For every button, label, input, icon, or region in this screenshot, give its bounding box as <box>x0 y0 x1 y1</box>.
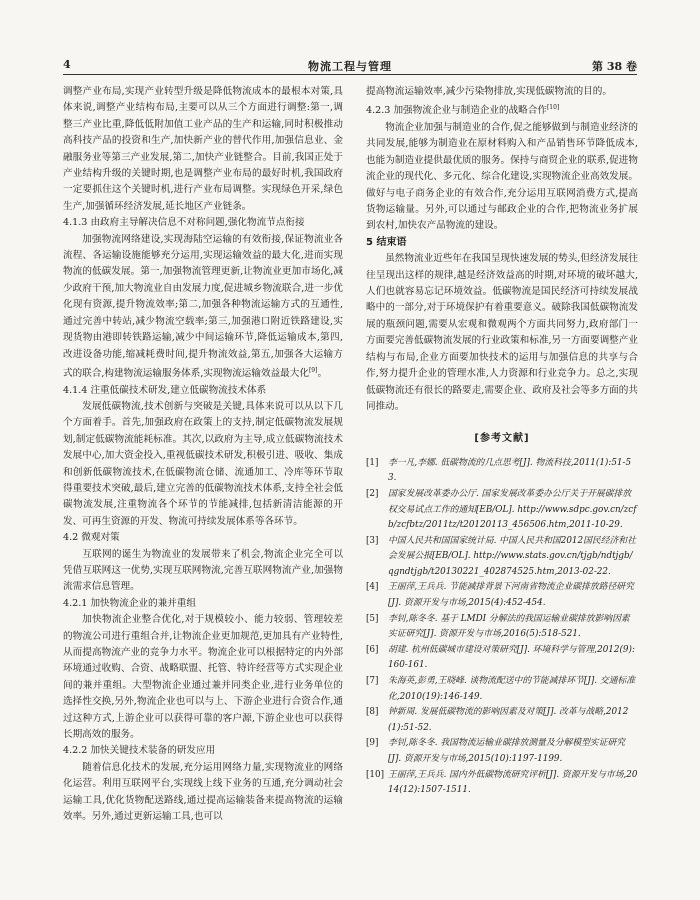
paragraph: 虽然物流业近些年在我国呈现快速发展的势头,但经济发展往往呈现出这样的规律,越是经济效益高的时期,对环境的破坏越大,人们也就容易忘记环境效益。低碳物流是国民经济可持续发展战略中的一部分,对于环境保护有着重要意义。破除我国低碳物流发展的瓶颈问题,需要从宏观和微观两个方面共同努力,政府部门一方面要完善低碳物流发展的行业政策和标准,另一方面要调整产业结构与布局,企业方面要加快技术的运用与加强信息的共享与合作,努力提升企业的管理水准,人力资源和行业竞争力。总之,实现低碳物流还有很长的路要走,需要企业、政府及社会等多方面的共同推动。 <box>366 253 638 412</box>
reference-item <box>366 768 638 799</box>
paragraph: 加快物流企业整合优化,对于规模较小、能力较弱、管理较差的物流公司进行重组合并,让物流企业更加规范,更加具有产业特性,从而提高物流产业的竞争力水平。物流企业可以根据特定的内外部环境通过收购、合资、战略联盟、托管、特许经营等方式实现企业间的兼并重组。大型物流企业通过兼并同类企业,进行业务单位的选择性交换,另外,物流企业也可以与上、下游企业进行合资合作,通过这种方式,上游企业可以获得可靠的客户源,下游企业也可以获得长期高效的服务。 <box>63 614 343 741</box>
reference-text: 李钊,陈冬冬. 我国物流运输业碳排放测量及分解模型实证研究[J]. 资源开发与市场,2015(10):1197-1199. <box>388 738 626 764</box>
reference-number: [4] <box>366 582 379 593</box>
section-heading-5: 5 结束语 <box>366 236 407 248</box>
reference-number: [7] <box>366 676 379 687</box>
paragraph: 发展低碳物流,技术创新与突破是关键,具体来说可以从以下几个方面着手。首先,加强政府在政策上的支持,制定低碳物流发展规划,制定低碳物流能耗标准。其次,以政府为主导,成立低碳物流技术发展中心,加大资金投入,重视低碳技术研发,积极引进、吸收、集成和创新低碳物流技术,在低碳物流仓储、流通加工、冷库等环节取得重要技术突破,最后,建立完善的低碳物流技术体系,支持全社会低碳物流发展,注重物流各个环节的节能减排,包括新清洁能源的开发、可再生资源的开发、物流可持续发展体系等各环节。 <box>63 400 343 527</box>
reference-item <box>366 456 638 487</box>
paragraph-text: 加强物流网络建设,实现海陆空运输的有效衔接,保证物流业各流程、各运输设施能够充分运用,实现运输效益的最大化,进而实现物流的低碳发展。第一,加强物流管理更新,让物流业更加市场化,减少政府干预,加大物流业自由发展力度,促进城乡物流联合,进一步优化现有资源,提升物流效率;第二,加强各种物流运输方式的互通性,通过完善中转站,减少物流空载率;第三,加强港口附近铁路建设,实现货物由港即转铁路运输,减少中间运输环节,降低运输成本,第四,改进设备功能,缩减耗费时间,提升物流效益,第五,加强各大运输方式的联合,构建物流运输服务体系,实现物流运输效益最大化 <box>63 233 343 380</box>
reference-item <box>366 643 638 674</box>
reference-item <box>366 736 638 767</box>
page-number: 4 <box>63 58 71 71</box>
section-heading-4-1-3: 4.1.3 由政府主导解决信息不对称问题,强化物流节点衔接 <box>63 217 305 229</box>
reference-number: [1] <box>366 457 379 468</box>
reference-text: 国家发展改革委办公厅. 国家发展改革委办公厅关于开展碳排放权交易试点工作的通知[EB/OL]. http://www.sdpc.gov.cn/zcfb/zcfbtz/2011tz/t20120113_456506.htm,2011-10-29. <box>388 488 637 531</box>
reference-number: [2] <box>366 488 379 499</box>
citation: [9] <box>308 366 318 374</box>
section-heading-4-2-3 <box>366 100 638 120</box>
reference-item <box>366 534 638 581</box>
reference-text: 中国人民共和国国家统计局. 中国人民共和国2012国民经济和社会发展公报[EB/OL]. http://www.stats.gov.cn/tjgb/ndtjgb/qgndtjgb/t20130221_402874525.htm,2013-02-22. <box>388 535 636 577</box>
paragraph: 物流企业加强与制造业的合作,促之能够做到与制造业经济的共同发展,能够为制造业在原材料购入和产品销售环节降低成本,也能为制造业提供最优质的服务。保持与商贸企业的联系,促进物流企业的现代化、多元化、综合化建设,实现物流企业高效发展。做好与电子商务企业的有效合作,充分运用互联网消费方式,提高货物运输量。另外,可以通过与邮政企业的合作,把物流业务扩展到农村,加快农产品物流的建设。 <box>366 122 638 232</box>
running-header <box>63 58 637 75</box>
reference-number: [8] <box>366 707 379 718</box>
paragraph-end: 。 <box>317 368 328 380</box>
reference-item <box>366 705 638 736</box>
reference-number: [9] <box>366 738 379 749</box>
section-heading-4-2-1: 4.2.1 加快物流企业的兼并重组 <box>63 597 196 609</box>
citation: [10] <box>546 104 560 112</box>
journal-title: 物流工程与管理 <box>308 60 392 73</box>
reference-text: 王丽萍,王兵兵. 国内外低碳物流研究评析[J]. 资源开发与市场,2014(12):1507-1511. <box>388 769 638 796</box>
heading-text: 4.2.3 加强物流企业与制造企业的战略合作 <box>366 105 547 117</box>
section-heading-4-2-2: 4.2.2 加快关键技术装备的研发应用 <box>63 745 216 757</box>
reference-text: 王丽萍,王兵兵. 节能减排背景下河南省物流企业碳排放路径研究[J]. 资源开发与市场,2015(4):452-454. <box>388 582 634 609</box>
reference-item <box>366 580 638 611</box>
paragraph <box>63 232 343 383</box>
volume-label: 第 38 卷 <box>592 60 637 73</box>
reference-number: [5] <box>366 613 379 624</box>
reference-number: [3] <box>366 535 379 546</box>
right-column <box>366 84 638 799</box>
reference-text: 钟新周. 发展低碳物流的影响因素及对策[J]. 改革与战略,2012(1):51-52. <box>388 707 629 733</box>
reference-number: [6] <box>366 644 379 655</box>
section-heading-4-1-4: 4.1.4 注重低碳技术研发,建立低碳物流技术体系 <box>63 384 267 396</box>
paragraph: 随着信息化技术的发展,充分运用网络力量,实现物流业的网络化运营。利用互联网平台,实现线上线下业务的互通,充分调动社会运输工具,优化货物配送路线,通过提高运输装备来提高物流的运输效率。另外,通过更新运输工具,也可以 <box>63 761 343 823</box>
reference-text: 朱海英,彭勇,王晓峰. 谈物流配送中的节能减排环节[J]. 交通标准化,2010(19):146-149. <box>388 676 636 702</box>
paragraph: 互联网的诞生为物流业的发展带来了机会,物流企业完全可以凭借互联网这一优势,实现互联网物流,完善互联网物流产业,加强物流需求信息管理。 <box>63 548 343 593</box>
references-title: [参考文献] <box>474 433 530 445</box>
reference-list <box>366 456 638 799</box>
reference-text: 胡建. 杭州低碳城市建设对策研究[J]. 环境科学与管理,2012(9):160-161. <box>388 644 635 671</box>
reference-item <box>366 612 638 643</box>
left-column <box>63 84 343 825</box>
reference-item <box>366 487 638 534</box>
reference-text: 李一凡,李娜. 低碳物流的几点思考[J]. 物流科技,2011(1):51-53. <box>388 457 632 484</box>
reference-item <box>366 674 638 705</box>
section-heading-4-2: 4.2 微观对策 <box>63 532 120 544</box>
paragraph: 提高物流运输效率,减少污染物排放,实现低碳物流的目的。 <box>366 86 612 97</box>
paragraph: 调整产业布局,实现产业转型升级是降低物流成本的最根本对策,具体来说,调整产业结构布局,主要可以从三个方面进行调整:第一,调整三产业比重,降低低附加值工业产品的生产和运输,同时积极推动高科技产品的投资和生产,加快新产业的替代作用,加强信息业、金融服务业等第三产业发展,第二,加快产业链整合。目前,我国正处于产业结构升级的关键时期,也是调整产业布局的最好时机,我国政府一定要抓住这个关键时机,进行产业布局调整。实现绿色开采,绿色生产,加强循环经济发展,延长地区产业链条。 <box>63 86 343 212</box>
reference-number: [10] <box>366 769 385 780</box>
reference-text: 李钊,陈冬冬. 基于 LMDI 分解法的我国运输业碳排放影响因素实证研究[J]. 资源开发与市场,2016(5):518-521. <box>388 613 630 640</box>
